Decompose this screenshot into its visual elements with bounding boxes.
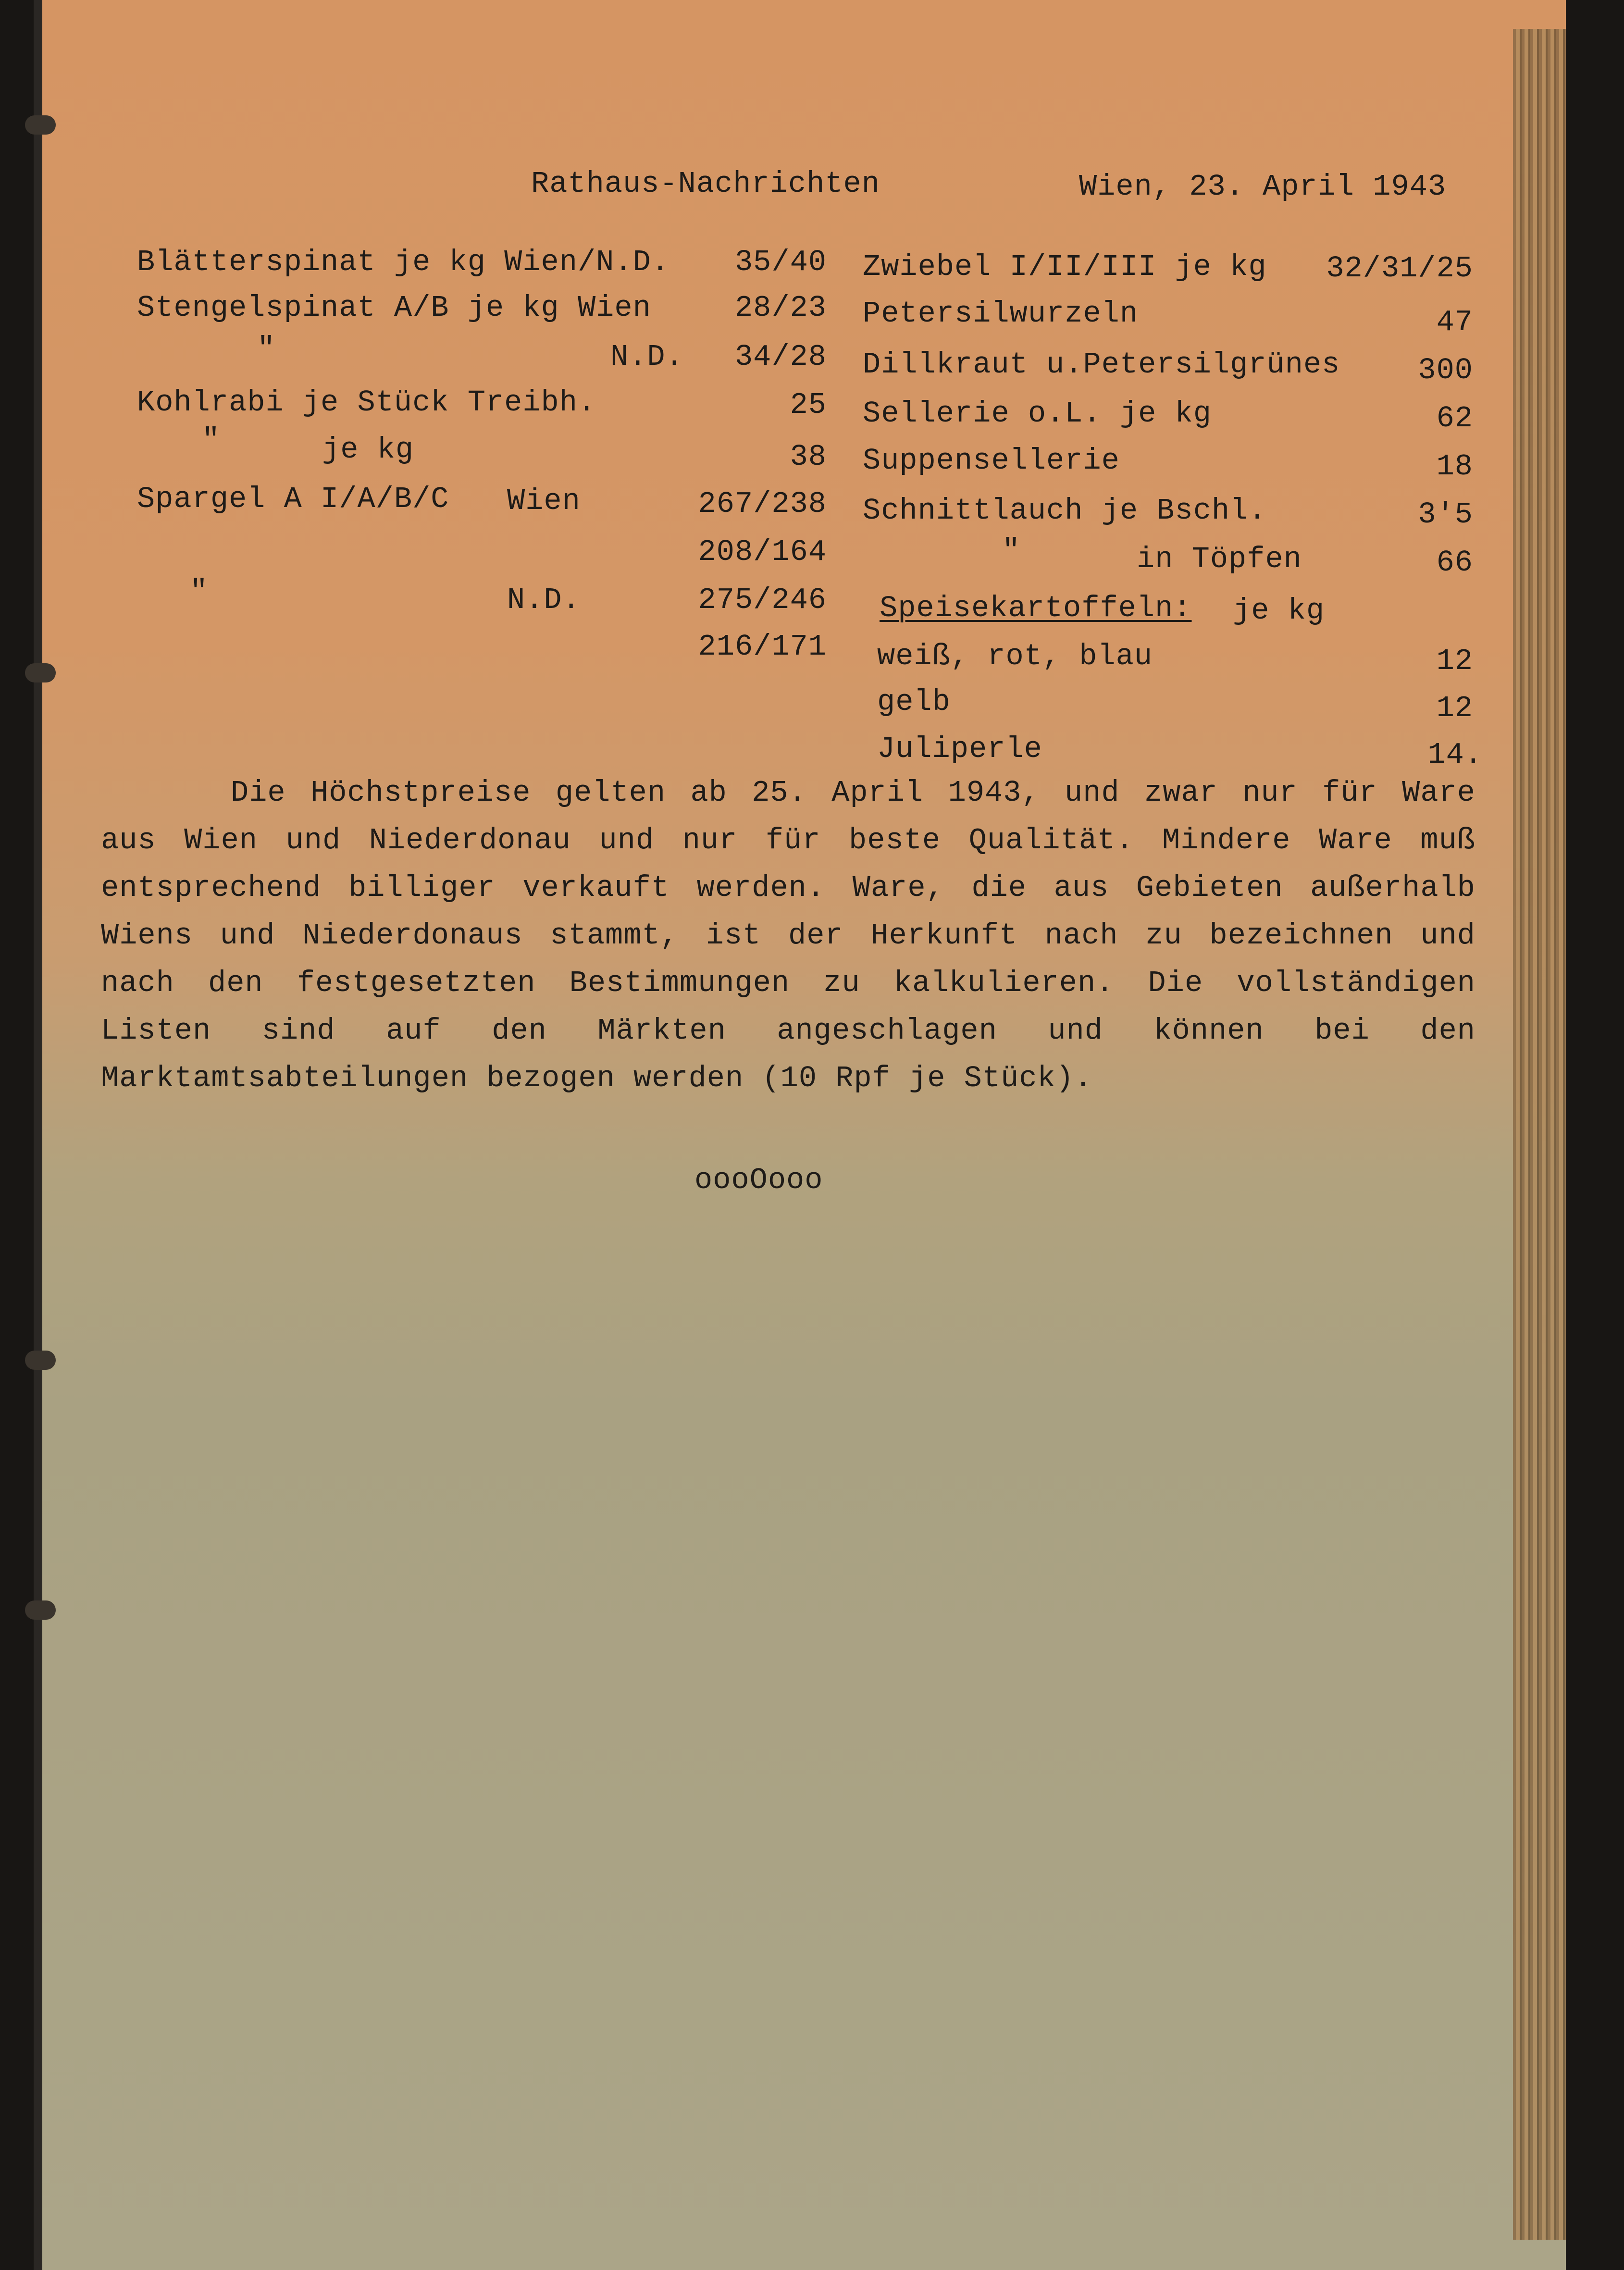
left-item: je kg bbox=[322, 433, 414, 467]
ditto-mark: " bbox=[202, 423, 220, 457]
right-item: in Töpfen bbox=[1137, 542, 1302, 576]
left-price: 25 bbox=[790, 388, 827, 422]
right-item: Schnittlauch je Bschl. bbox=[863, 494, 1267, 528]
left-price: 275/246 bbox=[698, 583, 827, 617]
left-origin: Wien bbox=[507, 484, 581, 518]
binding-thread bbox=[25, 663, 56, 682]
potatoes-unit: je kg bbox=[1233, 594, 1325, 628]
right-item: Dillkraut u.Petersilgrünes bbox=[863, 347, 1340, 382]
right-price: 12 bbox=[1436, 644, 1473, 678]
right-item: Sellerie o.L. je kg bbox=[863, 397, 1212, 431]
notice-paragraph bbox=[101, 769, 1475, 1102]
right-price: 66 bbox=[1436, 546, 1473, 580]
header-title: Rathaus-Nachrichten bbox=[531, 167, 880, 201]
left-item: Kohlrabi je Stück Treibh. bbox=[137, 385, 596, 420]
left-item: Spargel A I/A/B/C bbox=[137, 482, 449, 516]
right-price: 14. bbox=[1427, 738, 1483, 772]
right-price: 12 bbox=[1436, 691, 1473, 725]
left-price: 35/40 bbox=[734, 245, 827, 279]
left-item: Stengelspinat A/B je kg Wien bbox=[137, 291, 651, 325]
potatoes-heading: Speisekartoffeln: bbox=[880, 591, 1192, 625]
binding-thread bbox=[25, 1351, 56, 1370]
right-item: gelb bbox=[877, 685, 951, 719]
end-mark: oooOooo bbox=[694, 1163, 823, 1197]
left-price: 34/28 bbox=[734, 340, 827, 374]
right-price: 3'5 bbox=[1418, 497, 1473, 532]
right-item: Juliperle bbox=[877, 732, 1042, 766]
header-dateline: Wien, 23. April 1943 bbox=[1079, 170, 1447, 204]
ditto-mark: " bbox=[257, 332, 275, 366]
left-price: 208/164 bbox=[698, 535, 827, 569]
left-item: Blätterspinat je kg Wien/N.D. bbox=[137, 245, 669, 279]
page-stack-edge bbox=[1513, 29, 1566, 2240]
left-price: 216/171 bbox=[698, 630, 827, 664]
right-item: Suppensellerie bbox=[863, 444, 1120, 478]
left-price: 267/238 bbox=[698, 487, 827, 521]
right-price: 300 bbox=[1418, 353, 1473, 387]
right-item: Zwiebel I/II/III je kg bbox=[863, 250, 1267, 284]
right-item: Petersilwurzeln bbox=[863, 297, 1139, 331]
right-price: 47 bbox=[1436, 305, 1473, 339]
left-price: 38 bbox=[790, 440, 827, 474]
left-price: 28/23 bbox=[734, 291, 827, 325]
right-item: weiß, rot, blau bbox=[877, 639, 1153, 673]
right-price: 18 bbox=[1436, 449, 1473, 484]
paragraph-text: Die Höchstpreise gelten ab 25. April 1943, und zwar nur für Ware aus Wien und Niederdonau und nur für beste Qualität. Mindere Ware muß entsprechend billiger verkauft werden. Ware, die aus Gebieten außerhalb Wiens und Niederdonaus stammt, ist der Herkunft nach zu bezeichnen und nach den festgesetzten Bestimmungen zu kalkulieren. Die vollständigen Listen sind auf den Märkten angeschlagen und können bei den Marktamtsabteilungen bezogen werden (10 Rpf je Stück). bbox=[101, 776, 1475, 1095]
binding-thread bbox=[25, 115, 56, 135]
ditto-mark: " bbox=[1002, 533, 1020, 568]
ditto-mark: " bbox=[190, 574, 208, 608]
right-price: 62 bbox=[1436, 401, 1473, 435]
left-origin: N.D. bbox=[507, 583, 581, 617]
binding-thread bbox=[25, 1600, 56, 1620]
left-item: N.D. bbox=[610, 340, 684, 374]
right-price: 32/31/25 bbox=[1326, 251, 1473, 285]
